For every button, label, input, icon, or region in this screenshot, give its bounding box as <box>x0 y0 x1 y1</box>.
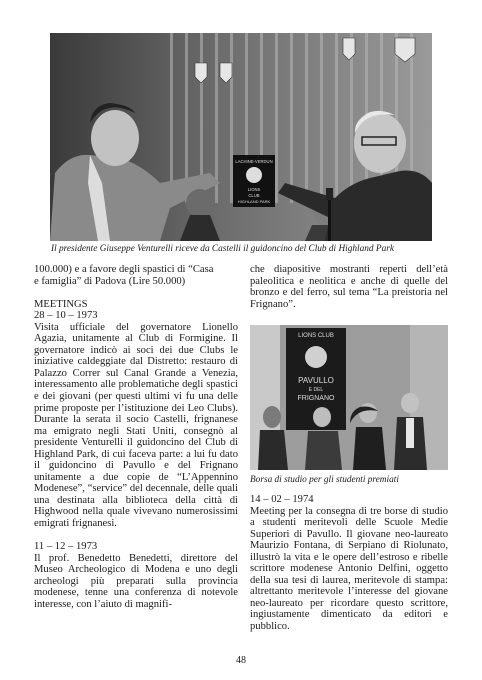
right-photo <box>250 325 448 470</box>
banner-text-4: FRIGNANO <box>297 395 335 402</box>
entry-text-2: Il prof. Benedetto Benedetti, direttore del Museo Archeologico di Modena e uno degli archeologi più preparati sulla provincia modenese, tenne una conferenza di notevole interesse, con l’aiuto di magnifi- <box>34 552 238 610</box>
right-photo-caption: Borsa di studio per gli studenti premiati <box>250 475 399 485</box>
right-column-entry <box>250 494 448 633</box>
banner-text-1: LIONS CLUB <box>298 333 334 339</box>
right-column-intro <box>250 264 448 310</box>
section-title: MEETINGS <box>34 298 88 310</box>
entry-date-1: 28 – 10 – 1973 <box>34 310 98 322</box>
top-photo-caption: Il presidente Giuseppe Venturelli riceve da Castelli il guidoncino del Club di Highland Park <box>51 244 394 254</box>
pennant-text-3: CLUB <box>248 193 260 198</box>
entry-date-2: 11 – 12 – 1973 <box>34 541 98 553</box>
entry-text-1: Visita ufficiale del governatore Lionello Agazia, unitamente al Club di Formigine. Il governatore indicò ai soci dei due Clubs le iniziative caldeggiate dal Distretto: restauro di Palazzo Correr sul Canal Grande a Venezia, interessamento alle problematiche degli spastici e dei giovani (per questi ultimi vi fu una delle prime proposte per l’istituzione dei Leo Clubs). Durante la serata il socio Castelli, frignanese ma emigrato negli Stati Uniti, consegnò al presidente Venturelli il guidoncino del Club di Highland Park, di cui faceva parte: a lui fu dato il guidoncino di Pavullo e del Frignano unitamente a due copie de “L’Appennino Modenese”, “service” del decennale, delle quali una destinata alla biblioteca della città di Highwood nella quale vivevano numerosissimi emigrati frignanesi. <box>34 321 238 529</box>
entry-date-3: 14 – 02 – 1974 <box>250 494 314 505</box>
intro-line-1: 100.000) e a favore degli spastici di “Casa <box>34 264 214 275</box>
banner-text-2: PAVULLO <box>298 376 334 385</box>
intro-text: che diapositive mostranti reperti dell’età paleolitica e neolitica e anche di quelle del bronzo e del ferro, sul tema “La preistoria nel Frignano”. <box>250 264 448 310</box>
pennant-text-1: LACHINE-VERDUN <box>235 159 273 164</box>
left-column <box>34 264 238 610</box>
page-number: 48 <box>236 655 246 666</box>
pennant-text-2: LIONS <box>247 187 261 192</box>
top-photo <box>50 33 432 241</box>
entry-text-3: Meeting per la consegna di tre borse di studio a studenti meritevoli delle Scuole Medie Superiori di Pavullo. Il giovane neo-laureato Maurizio Fontana, di Serpiano di Riolunato, illustrò la vita e le opere dell’estroso e ribelle scrittore modenese Antonio Delfini, oggetto della sua tesi di laurea, meritevole di stampa: altrettanto meritevole l’interesse del giovane neo-laureato per ricordare questo scrittore, ingiustamente dimenticato da editori e pubblico. <box>250 505 448 633</box>
pennant-text-4: HIGHLAND PARK <box>237 199 271 204</box>
intro-line-2: e famiglia” di Padova (Lire 50.000) <box>34 275 186 287</box>
banner-text-3: E DEL <box>308 387 324 393</box>
